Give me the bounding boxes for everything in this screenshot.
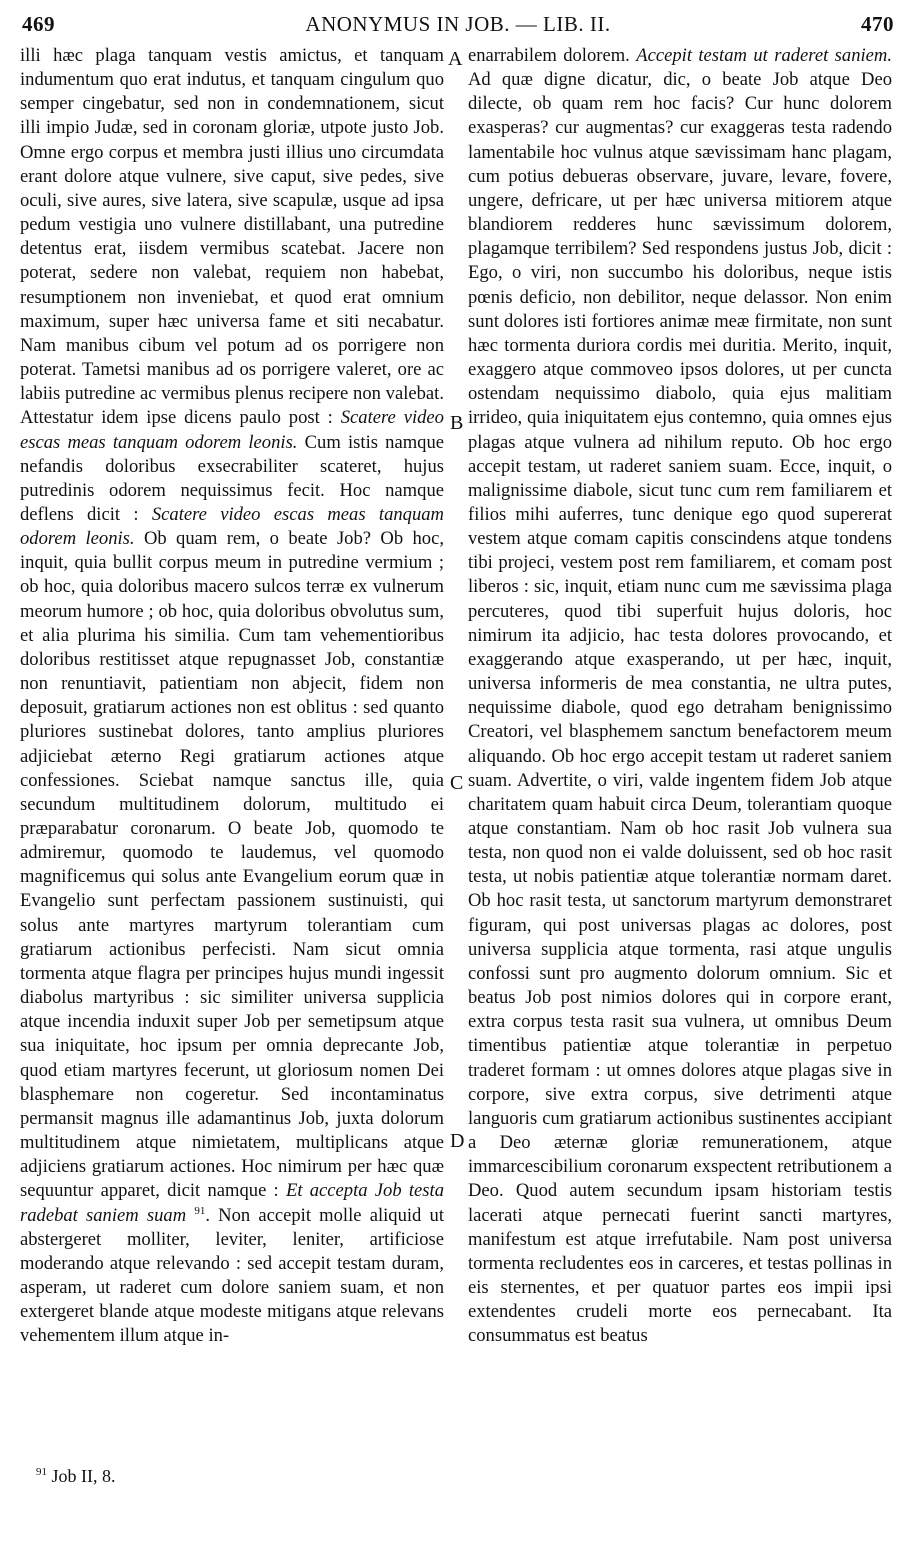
- text-run: . Non accepit molle aliquid ut abstergeret molliter, leviter, leniter, artificiose moderando atque relevando : sed accepit testam duram, asperam, ut raderet cum dolore saniem suam, et non extergeret blande atque modeste mitigans atque relevans vehementem illum atque in-: [20, 1204, 444, 1347]
- footnote-text: Job II, 8.: [51, 1466, 116, 1486]
- right-paragraph: [468, 44, 892, 1348]
- text-run: Cum istis namque nefandis doloribus exsecrabiliter scateret, hujus putredinis odorem nequissimus fecit. Hoc namque deflens dicit :: [20, 431, 445, 525]
- section-marker-d: D: [450, 1130, 465, 1152]
- footnote-reference: 91: [194, 1204, 206, 1217]
- left-paragraph: [20, 44, 444, 1348]
- scripture-quote: Scatere video escas meas tanquam odorem leonis.: [20, 503, 444, 550]
- scripture-quote: Scatere video escas meas tanquam odorem leonis.: [20, 407, 444, 453]
- running-title: ANONYMUS IN JOB. — LIB. II.: [305, 12, 611, 36]
- section-marker-a: A: [448, 48, 463, 70]
- section-marker-c: C: [450, 772, 464, 794]
- footnote-number: 91: [36, 1466, 47, 1478]
- text-run: enarrabilem dolorem.: [468, 45, 630, 66]
- right-column: [468, 44, 892, 1348]
- text-run: Ad quæ digne dicatur, dic, o beate Job atque Deo dilecte, ob quam rem hoc facis? Cur hunc dolorem exasperas? cur augmentas? cur exaggeras testa radendo lamentabile hoc vulnus atque sævissimam hanc plagam, cum potius debueras observare, juvare, levare, fovere, ungere, defricare, ut per hæc universa mitiorem atque blandiorem redderes hunc sævissimum dolorem, plagamque terribilem? Sed respondens justus Job, dicit : Ego, o viri, non succumbo his doloribus, neque istis pœnis deficio, non debilitor, neque delassor. Non enim sunt dolores isti fortiores animæ meæ firmitate, non sunt hæc tormenta duriora cordis mei duritia. Merito, inquit, exaggero atque commoveo ipsos dolores, ut per cuncta ostendam nequissimo diabolo, quia ejus malitiam irrideo, quia iniquitatem ejus contemno, quia omnes ejus plagas atque vulnera ad nihilum reputo. Ob hoc ergo accepit testam, ut raderet saniem suam. Ecce, inquit, o malignissime diabole, sicut tunc cum rem familiarem et filios mihi auferres, tunc denique ego quod supererat vestem atque comam capitis conscindens atque tondens tibi projeci, vestem post rem familiarem, et comam post liberos : sic, inquit, etiam nunc cum me sævissima plaga percuteres, quod tibi superfuit hujus doloris, hoc nimirum ita adjicio, hac testa dolores provocando, et exaggerando atque exasperando, ut per hæc, inquit, universa informeris de mea constantia, ne ultra putes, nequissime diabole, quod ego detraham benignissimo Creatori, vel blasphemem sanctum benefactorem meum aliquando. Ob hoc ergo accepit testam ut raderet saniem suam. Advertite, o viri, valde ingentem fidem Job atque charitatem quam habuit circa Deum, tolerantiam quoque atque constantiam. Nam ob hoc rasit Job vulnera sua testa, non quod non ei valde doluissent, sed ob hoc rasit testa, ut nobis patientiæ atque tolerantiæ normam daret. Ob hoc rasit testa, ut sanctorum martyrum demonstraret figuram, qui post universas plagas ac dolores, post universa supplicia atque tormenta, rasi atque ungulis confossi sunt pro augmento dolorum omnium. Sic et beatus Job post nimios dolores qui in corpore erant, extra corpus testa rasit sua vulnera, ut omnibus Deum timentibus patientiæ atque tolerantiæ in perpetuo traderet formam : ut omnes dolores atque plagas sive in corpore, sive extra corpus, sive detrimenti atque languoris cum gratiarum actionibus sustinentes accipiant a Deo æternæ gloriæ remunerationem, atque immarcescibilium coronarum exspectent retributionem a Deo. Quod autem secundum ipsam historiam testis lacerati atque pernecati fuerint sancti martyres, manifestum est atque irrefutabile. Nam post universa tormenta recludentes eos in carceres, et testas pollinas in eis sternentes, et per quatuor partes eos impii ipsi extendentes crudeli morte eos pernecabant. Ita consummatus est beatus: [468, 69, 892, 1347]
- section-marker-b: B: [450, 412, 464, 434]
- page-number-left: 469: [22, 12, 55, 36]
- text-run: illi hæc plaga tanquam vestis amictus, et tanquam indumentum quo erat indutus, et tanquam cingulum quo semper cingebatur, sed non in condemnationem, sicut illi impio Judæ, sed in coronam gloriæ, utpote justo Job. Omne ergo corpus et membra justi illius uno circumdata erant dolore atque vulnere, sive caput, sive pedes, sive oculi, sive aures, sive latera, sive scapulæ, usque ad ipsa pedum vestigia uno vulnere distillabant, una putredine detentus erat, iisdem vermibus scatebat. Jacere non poterat, sedere non valebat, requiem non habebat, resumptionem non inveniebat, et quod erat omnium maximum, super hæc universa fame et siti necabatur. Nam manibus cibum vel potum ad os porrigere non poterat. Tametsi manibus ad os porrigere valeret, ore ac labiis putredine ac vermibus plenus recipere non valebat. Attestatur idem ipse dicens paulo post :: [20, 45, 444, 429]
- page-number-right: 470: [861, 12, 894, 36]
- left-column: [20, 44, 444, 1348]
- text-run: Ob quam rem, o beate Job? Ob hoc, inquit, quia bullit corpus meum in putredine vermium ; ob hoc, quia doloribus macero sulcos terræ ex vulnerum meorum humore ; ob hoc, quia doloribus obvolutus sum, et alia plurima his similia. Cum tam vehementioribus doloribus restitisset atque repugnasset Job, constantiæ non renuntiavit, patientiam non abjecit, fidem non deposuit, gratiarum actiones non est oblitus : sed quanto pluriores sustinebat dolores, tanto amplius pluriores adjiciebat æterno Regi gratiarum actiones atque confessiones. Sciebat namque sanctus ille, quia secundum multitudinem dolorum, multitudo ei præparabatur coronarum. O beate Job, quomodo te admiremur, quomodo te laudemus, vel quomodo magnificemus qui solus ante Evangelium eorum quæ in Evangelio sunt perfectam passionem sustinuisti, qui solus ante martyres martyrum tolerantiam cum gratiarum actionibus perfecisti. Nam sicut omnia tormenta atque flagra per principes hujus mundi ingessit diabolus martyribus : sic similiter universa supplicia atque incendia induxit super Job per semetipsum atque sua iniquitate, hoc ipsum per omnia deprecante Job, quod etiam martyres fecerunt, ut gloriosum nomen Dei blasphemare non cogeretur. Sed incontaminatus permansit magnus ille adamantinus Job, juxta dolorum multitudinem atque nimietatem, multiplicans atque adjiciens gratiarum actiones. Hoc nimirum per hæc quæ sequuntur apparet, dicit namque :: [20, 528, 444, 1202]
- running-header: [22, 12, 894, 42]
- scripture-quote: Accepit testam ut raderet saniem.: [636, 45, 893, 66]
- scripture-quote: Et accepta Job testa radebat saniem suam: [20, 1180, 445, 1226]
- footnote: [36, 1466, 116, 1487]
